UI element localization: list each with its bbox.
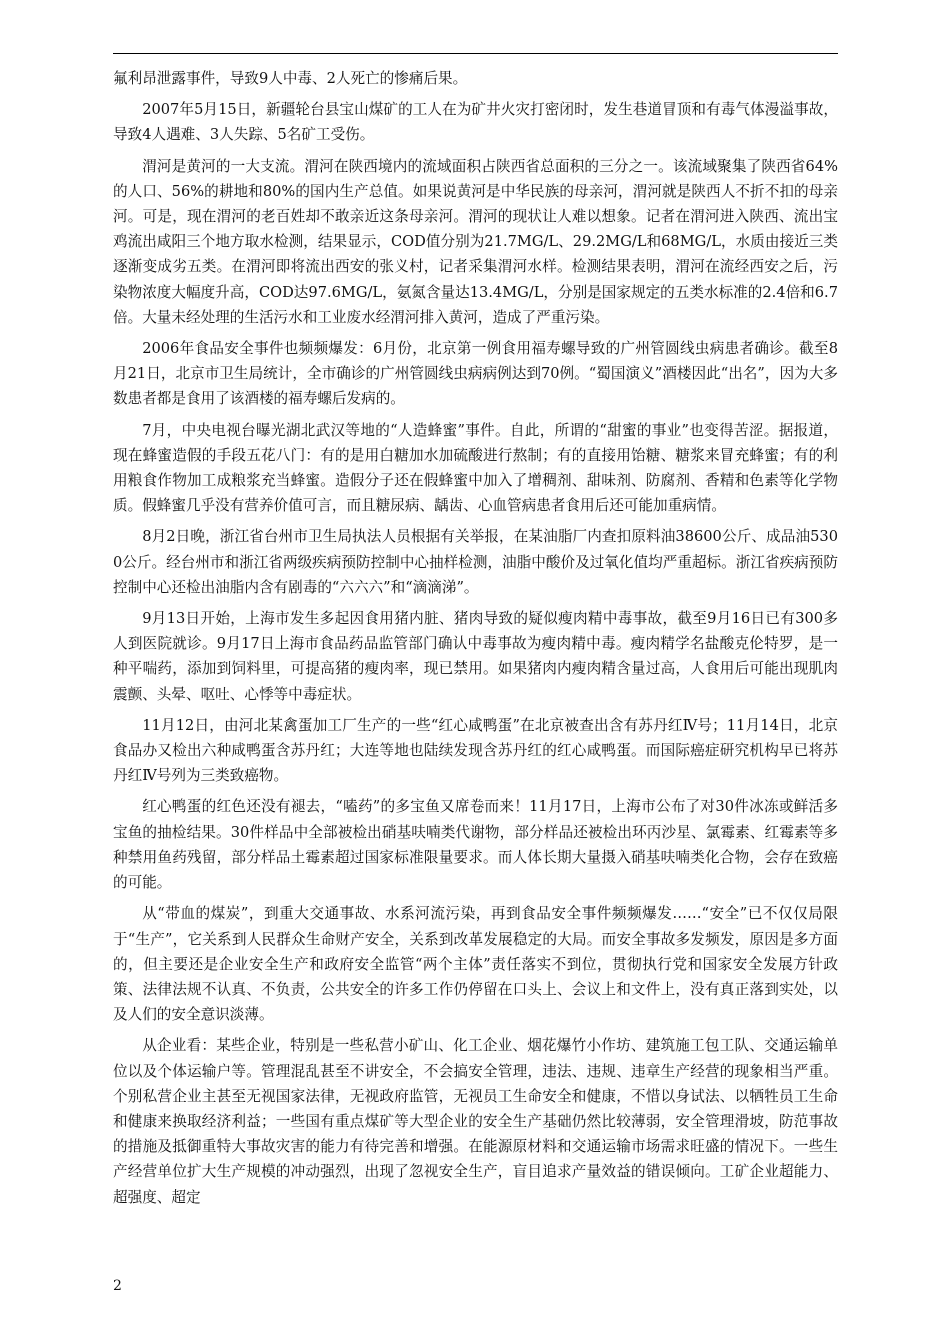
page-number: 2 bbox=[113, 1278, 122, 1294]
paragraph-6: 8月2日晚，浙江省台州市卫生局执法人员根据有关举报，在某油脂厂内查扣原料油38600公斤、成品油5300公斤。经台州市和浙江省两级疾病预防控制中心抽样检测，油脂中酸价及过氧化值均严重超标。浙江省疾病预防控制中心还检出油脂内含有剧毒的“六六六”和“滴滴涕”。 bbox=[113, 528, 838, 596]
paragraph-5: 7月，中央电视台曝光湖北武汉等地的“人造蜂蜜”事件。自此，所谓的“甜蜜的事业”也变得苦涩。据报道，现在蜂蜜造假的手段五花八门：有的是用白糖加水加硫酸进行熬制；有的直接用饴糖、糖浆来冒充蜂蜜；有的利用粮食作物加工成粮浆充当蜂蜜。造假分子还在假蜂蜜中加入了增稠剂、甜味剂、防腐剂、香精和色素等化学物质。假蜂蜜几乎没有营养价值可言，而且糖尿病、龋齿、心血管病患者食用后还可能加重病情。 bbox=[113, 421, 838, 515]
paragraph-1: 氟利昂泄露事件，导致9人中毒、2人死亡的惨痛后果。 bbox=[113, 70, 468, 87]
paragraph-7: 9月13日开始，上海市发生多起因食用猪内脏、猪肉导致的疑似瘦肉精中毒事故，截至9月16日已有300多人到医院就诊。9月17日上海市食品药品监管部门确认中毒事故为瘦肉精中毒。瘦肉精学名盐酸克伦特罗，是一种平喘药，添加到饲料里，可提高猪的瘦肉率，现已禁用。如果猪肉内瘦肉精含量过高，人食用后可能出现肌肉震颤、头晕、呕吐、心悸等中毒症状。 bbox=[113, 610, 838, 703]
paragraph-8: 11月12日，由河北某禽蛋加工厂生产的一些“红心咸鸭蛋”在北京被查出含有苏丹红Ⅳ号；11月14日，北京食品办又检出六种咸鸭蛋含苏丹红；大连等地也陆续发现含苏丹红的红心咸鸭蛋。而国际癌症研究机构早已将苏丹红Ⅳ号列为三类致癌物。 bbox=[113, 716, 838, 785]
document-body bbox=[113, 66, 838, 1216]
paragraph-3: 渭河是黄河的一大支流。渭河在陕西境内的流域面积占陕西省总面积的三分之一。该流域聚集了陕西省64%的人口、56%的耕地和80%的国内生产总值。如果说黄河是中华民族的母亲河，渭河就是陕西人不折不扣的母亲河。可是，现在渭河的老百姓却不敢亲近这条母亲河。渭河的现状让人难以想象。记者在渭河进入陕西、流出宝鸡流出咸阳三个地方取水检测，结果显示，COD值分别为21.7MG/L、29.2MG/L和68MG/L，水质由接近三类逐渐变成劣五类。在渭河即将流出西安的张义村，记者采集渭河水样。检测结果表明，渭河在流经西安之后，污染物浓度大幅度升高，COD达97.6MG/L，氨氮含量达13.4MG/L，分别是国家规定的五类水标准的2.4倍和6.7倍。大量未经处理的生活污水和工业废水经渭河排入黄河，造成了严重污染。 bbox=[113, 157, 838, 326]
paragraph-4: 2006年食品安全事件也频频爆发：6月份，北京第一例食用福寿螺导致的广州管圆线虫病患者确诊。截至8月21日，北京市卫生局统计，全市确诊的广州管圆线虫病病例达到70例。“蜀国演义”酒楼因此“出名”，因为大多数患者都是食用了该酒楼的福寿螺后发病的。 bbox=[113, 340, 838, 408]
header-rule bbox=[113, 53, 838, 54]
paragraph-10: 从“带血的煤炭”，到重大交通事故、水系河流污染，再到食品安全事件频频爆发……“安全”已不仅仅局限于“生产”，它关系到人民群众生命财产安全，关系到改革发展稳定的大局。而安全事故多发频发，原因是多方面的，但主要还是企业安全生产和政府安全监管“两个主体”责任落实不到位，贯彻执行党和国家安全发展方针政策、法律法规不认真、不负责，公共安全的许多工作仍停留在口头上、会议上和文件上，没有真正落到实处，以及人们的安全意识淡薄。 bbox=[113, 905, 838, 1024]
paragraph-9: 红心鸭蛋的红色还没有褪去，“嗑药”的多宝鱼又席卷而来！11月17日，上海市公布了对30件冰冻或鲜活多宝鱼的抽检结果。30件样品中全部被检出硝基呋喃类代谢物，部分样品还被检出环丙沙星、氯霉素、红霉素等多种禁用鱼药残留，部分样品土霉素超过国家标准限量要求。而人体长期大量摄入硝基呋喃类化合物，会存在致癌的可能。 bbox=[113, 798, 838, 892]
paragraph-11: 从企业看：某些企业，特别是一些私营小矿山、化工企业、烟花爆竹小作坊、建筑施工包工队、交通运输单位以及个体运输户等。管理混乱甚至不讲安全，不会搞安全管理，违法、违规、违章生产经营的现象相当严重。个别私营企业主甚至无视国家法律，无视政府监管，无视员工生命安全和健康，不惜以身试法、以牺牲员工生命和健康来换取经济利益；一些国有重点煤矿等大型企业的安全生产基础仍然比较薄弱，安全管理滑坡，防范事故的措施及抵御重特大事故灾害的能力有待完善和增强。在能源原材料和交通运输市场需求旺盛的情况下。一些生产经营单位扩大生产规模的冲动强烈，出现了忽视安全生产，盲目追求产量效益的错误倾向。工矿企业超能力、超强度、超定 bbox=[113, 1037, 838, 1206]
paragraph-2: 2007年5月15日，新疆轮台县宝山煤矿的工人在为矿井火灾打密闭时，发生巷道冒顶和有毒气体漫溢事故，导致4人遇难、3人失踪、5名矿工受伤。 bbox=[113, 101, 838, 144]
